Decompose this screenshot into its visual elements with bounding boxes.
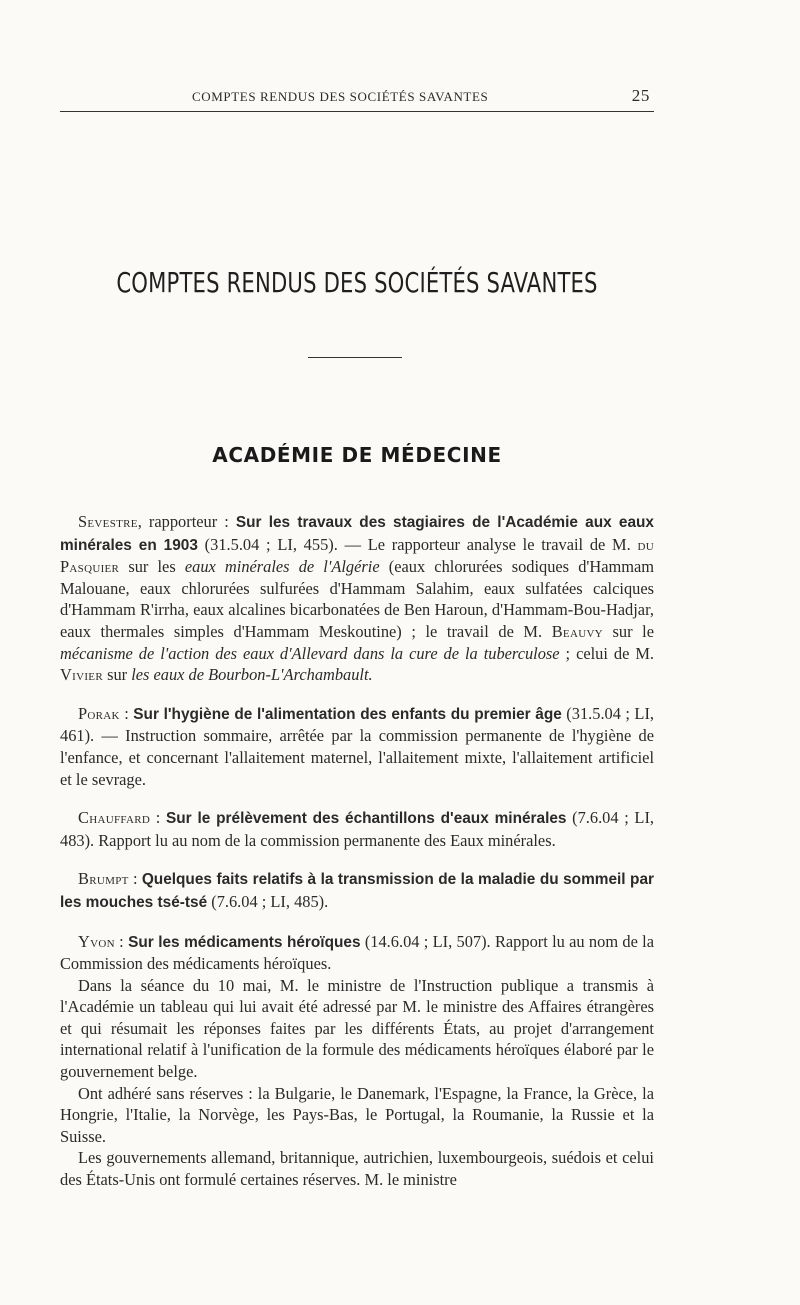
work-title: mécanisme de l'action des eaux d'Allevard dans la cure de la tuberculose [60, 643, 560, 663]
author-name: Chauffard [78, 808, 151, 828]
entry-text: ; celui de M. [559, 643, 654, 663]
entry-text: (14.6.04 ; LI, 507). Rapport lu au nom de la Commission des médicaments héroïques. [60, 931, 654, 974]
entry-text: sur le [602, 621, 654, 641]
article-title: Sur le prélèvement des échantillons d'eaux minérales [165, 810, 567, 828]
running-head [60, 86, 652, 106]
entry-text: sur [102, 665, 132, 685]
running-head-title: COMPTES RENDUS DES SOCIÉTÉS SAVANTES [192, 89, 489, 104]
page-number: 25 [631, 86, 650, 105]
entry-text: (7.6.04 ; LI, 485). [207, 891, 329, 911]
entry-yvon [60, 931, 654, 975]
entry-text: (7.6.04 ; LI, 483). Rapport lu au nom de la commission permanente des Eaux minérales. [60, 808, 655, 850]
author-name: Porak [78, 703, 120, 723]
entry-brumpt [60, 868, 654, 913]
section-title: ACADÉMIE DE MÉDECINE [212, 443, 502, 467]
work-title: eaux minérales de l'Algérie [184, 557, 380, 577]
entry-text: (31.5.04 ; LI, 461). — Instruction sommaire, arrêtée par la commission permanente de l'hygiène de l'enfance, et concernant l'allaitement maternel, l'allaitement mixte, l'allaitement artificiel et le sevrage. [60, 703, 654, 789]
paragraph: Ont adhéré sans réserves : la Bulgarie, le Danemark, l'Espagne, la France, la Grèce, la Hongrie, l'Italie, la Norvège, les Pays-Bas, le Portugal, la Roumanie, la Russie et la Suisse. [60, 1083, 654, 1146]
article-title: Sur l'hygiène de l'alimentation des enfants du premier âge [133, 705, 562, 723]
entry-text: : [150, 808, 166, 828]
article-title: Quelques faits relatifs à la transmission de la maladie du sommeil par les mouches tsé-tsé [60, 871, 654, 911]
author-name: du Pasquier [60, 534, 654, 577]
article-title: Sur les médicaments héroïques [128, 933, 361, 951]
chapter-title: COMPTES RENDUS DES SOCIÉTÉS SAVANTES [116, 266, 598, 299]
entry-text: : [128, 869, 142, 889]
author-name: Beauvy [551, 621, 603, 641]
entry-text: , rapporteur : [137, 512, 236, 531]
entry-text: (eaux chlorurées sodiques d'Hammam Malouane, eaux chlorurées sulfurées d'Hammam Salahim, eaux sulfatées calciques d'Hammam R'irrha, eaux alcalines bicarbonatées de Ben Haroun, d'Hammam-Bou-Hadjar, eaux thermales simples d'Hammam Meskoutine) ; le travail de M. [60, 557, 654, 641]
entry-porak [60, 703, 654, 790]
entry-text: : [114, 931, 129, 951]
title-divider [308, 357, 402, 358]
entry-text: (31.5.04 ; LI, 455). — Le rapporteur analyse le travail de M. [197, 534, 638, 554]
author-name: Sevestre [78, 512, 138, 531]
author-name: Vivier [60, 665, 103, 685]
paragraph: Dans la séance du 10 mai, M. le ministre de l'Instruction publique a transmis à l'Académie un tableau qui lui avait été adressé par M. le ministre des Affaires étrangères et qui résumait les réponses faites par les différents États, au projet d'arrangement international relatif à l'unification de la formule des médicaments héroïques élaboré par le gouvernement belge. [60, 975, 654, 1082]
work-title: les eaux de Bourbon-L'Archambault. [131, 665, 373, 685]
author-name: Brumpt [78, 869, 129, 889]
entry-sevestre [60, 511, 654, 686]
entry-text: : [119, 703, 134, 723]
article-title: Sur les travaux des stagiaires de l'Académie aux eaux minérales en 1903 [60, 514, 654, 554]
header-rule [60, 111, 654, 112]
entry-chauffard [60, 807, 654, 851]
paragraph: Les gouvernements allemand, britannique, autrichien, luxembourgeois, suédois et celui des États-Unis ont formulé certaines réserves. M. le ministre [60, 1148, 654, 1190]
author-name: Yvon [78, 931, 115, 951]
entry-text: sur les [119, 557, 185, 577]
body-text [60, 511, 654, 1191]
